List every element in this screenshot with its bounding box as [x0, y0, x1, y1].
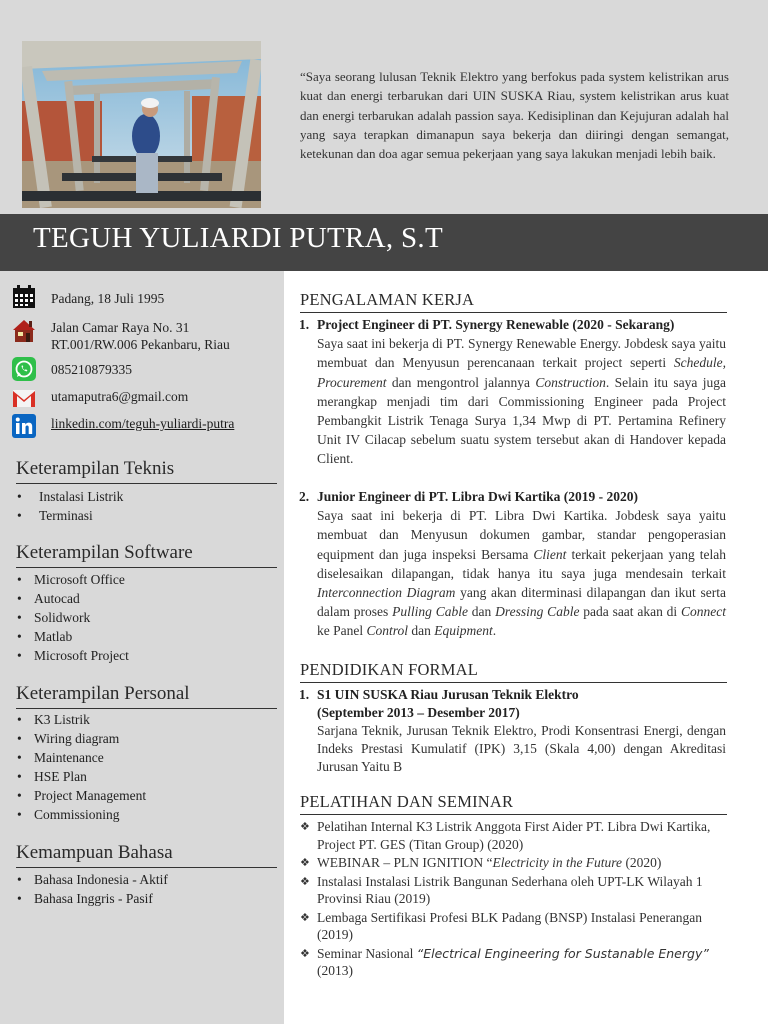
software-skills-heading: Keterampilan Software [16, 542, 277, 568]
text-run: (2013) [317, 963, 353, 978]
text-run: (2020) [622, 855, 662, 870]
linkedin-link-text[interactable]: linkedin.com/teguh-yuliardi-putra [51, 416, 235, 431]
italic-run: “Electrical Engineering for Sustanable Energy” [416, 945, 709, 961]
text-run: dan [467, 604, 496, 620]
list-item: • Matlab [17, 627, 129, 646]
list-item: • Project Management [17, 786, 146, 805]
italic-run: Dressing Cable [495, 604, 580, 620]
contact-phone [12, 357, 132, 381]
italic-run: Client [533, 546, 567, 562]
profile-photo [22, 41, 261, 208]
job-title [299, 315, 726, 334]
italic-run: Electricity in the Future [492, 855, 623, 870]
italic-run: Construction [535, 374, 606, 390]
address-line-1: Jalan Camar Raya No. 31 [51, 320, 190, 335]
education-description: Sarjana Teknik, Jurusan Teknik Elektro, Prodi Konsentrasi Energi, dengan Indeks Prestasi Kumulatif (IPK) 3,15 (Skala 4,00) dengan Akreditasi Jurusan Yaitu B [317, 723, 726, 774]
job-description [299, 506, 726, 640]
list-item [300, 945, 727, 980]
contact-address [12, 319, 230, 353]
italic-run: Pulling Cable [392, 604, 468, 620]
list-item: ❖ Instalasi Instalasi Listrik Bangunan Sederhana oleh UPT-LK Wilayah 1 Provinsi Riau (2019) [300, 873, 727, 908]
calendar-icon [12, 285, 36, 309]
gmail-icon [12, 386, 36, 410]
training-heading: PELATIHAN DAN SEMINAR [300, 792, 727, 815]
candidate-name: TEGUH YULIARDI PUTRA, S.T [33, 222, 443, 254]
text-run: ke Panel [317, 623, 367, 639]
italic-run: Control [366, 623, 409, 639]
text-run: dan [408, 623, 435, 639]
education-title [299, 686, 726, 704]
text-run: Seminar Nasional [317, 945, 417, 961]
whatsapp-icon [12, 357, 36, 381]
text-run: Saya saat ini bekerja di PT. Synergy Renewable Energy. Jobdesk saya yaitu membuat dan Menyusun perencanaan terkait project seperti [317, 336, 726, 371]
italic-run: Interconnection Diagram [317, 585, 456, 601]
list-item: ❖ Pelatihan Internal K3 Listrik Anggota First Aider PT. Libra Dwi Kartika, Project PT. GES (Titan Group) (2020) [300, 818, 727, 853]
list-item: • Bahasa Inggris - Pasif [17, 889, 168, 908]
italic-run: Equipment [434, 623, 493, 639]
list-item: ❖ Lembaga Sertifikasi Profesi BLK Padang (BNSP) Instalasi Penerangan (2019) [300, 909, 727, 944]
phone-text: 085210879335 [51, 362, 132, 377]
list-item: • Commissioning [17, 805, 146, 824]
linkedin-icon [12, 414, 36, 438]
personal-skills-list [17, 710, 146, 824]
email-text[interactable]: utamaputra6@gmail.com [51, 389, 189, 404]
text-run: yang akan diterminasi dilapangan dan ikut serta dalam proses [317, 585, 726, 620]
contact-birth [12, 285, 164, 309]
education-number: 1. [299, 687, 310, 702]
list-item: • Autocad [17, 589, 129, 608]
job-item-2 [299, 487, 726, 641]
birth-text: Padang, 18 Juli 1995 [51, 291, 165, 306]
text-run: pada saat akan di [579, 604, 682, 620]
education-heading-text: S1 UIN SUSKA Riau Jurusan Teknik Elektro [317, 687, 579, 702]
education-item [299, 686, 726, 776]
text-run: WEBINAR – PLN IGNITION “ [317, 855, 493, 870]
job-number: 2. [299, 489, 310, 504]
list-item: • Maintenance [17, 748, 146, 767]
text-run: . Selain itu saya juga merangkap menjadi tim dari Commissioning Engineer pada Project Pembangkit Listrik Tenaga Surya 1,34 Mwp di PT. Pertamina Refinery Unit IV Cilacap sebelum suatu system tersebut akan di Handover kepada Client. [317, 374, 726, 467]
house-icon [12, 319, 36, 343]
list-item: • HSE Plan [17, 767, 146, 786]
language-skills-list [17, 870, 168, 908]
job-number: 1. [299, 317, 310, 332]
job-title [299, 487, 726, 506]
training-list [300, 818, 727, 981]
job-heading: Project Engineer di PT. Synergy Renewable (2020 - Sekarang) [317, 317, 675, 332]
list-item: • Solidwork [17, 608, 129, 627]
list-item: • Terminasi [17, 506, 123, 525]
list-item: • K3 Listrik [17, 710, 146, 729]
text-run: terkait pekerjaan yang telah diselesaikan dilapangan, tidak hanya itu saya juga mendesain terkait [317, 546, 726, 581]
technical-skills-list [17, 487, 123, 525]
linkedin-link[interactable] [51, 414, 234, 432]
list-item: • Instalasi Listrik [17, 487, 123, 506]
language-skills-heading: Kemampuan Bahasa [16, 842, 277, 868]
address-text [51, 319, 230, 353]
job-description [299, 334, 726, 468]
software-skills-list [17, 570, 129, 665]
experience-heading: PENGALAMAN KERJA [300, 290, 727, 313]
list-item: • Wiring diagram [17, 729, 146, 748]
list-item: • Microsoft Project [17, 646, 129, 665]
address-line-2: RT.001/RW.006 Pekanbaru, Riau [51, 337, 230, 352]
list-item: • Microsoft Office [17, 570, 129, 589]
text-run: . [492, 623, 497, 639]
personal-skills-heading: Keterampilan Personal [16, 683, 277, 709]
contact-linkedin [12, 414, 234, 438]
list-item [300, 854, 727, 872]
italic-run: Connect [681, 604, 727, 620]
text-run: Saya saat ini bekerja di PT. Libra Dwi Kartika. Jobdesk saya yaitu membuat dan Menyusun dokumen gambar, standar pengoperasian equipment dan juga inspeksi Bersama [317, 508, 726, 562]
italic-run: Schedule, Procurement [317, 355, 726, 390]
job-heading: Junior Engineer di PT. Libra Dwi Kartika (2019 - 2020) [317, 489, 639, 504]
contact-email [12, 386, 188, 410]
education-heading: PENDIDIKAN FORMAL [300, 660, 727, 683]
job-item-1 [299, 315, 726, 469]
profile-summary: “Saya seorang lulusan Teknik Elektro yang berfokus pada system kelistrikan arus kuat dan energi terbarukan dari UIN SUSKA Riau, system kelistrikan arus kuat dan energi terbarukan adalah passion saya. Kedisiplinan dan Kejujuran adalah hal yang saya terapkan dimanapun saya bekerja dan diiringi dengan semangat, ketekunan dan doa agar semua pekerjaan yang saya lakukan menjadi lebih baik. [300, 69, 729, 162]
education-period: (September 2013 – Desember 2017) [317, 705, 520, 720]
list-item: • Bahasa Indonesia - Aktif [17, 870, 168, 889]
text-run: dan mengontrol jalannya [386, 374, 536, 390]
technical-skills-heading: Keterampilan Teknis [16, 458, 277, 484]
